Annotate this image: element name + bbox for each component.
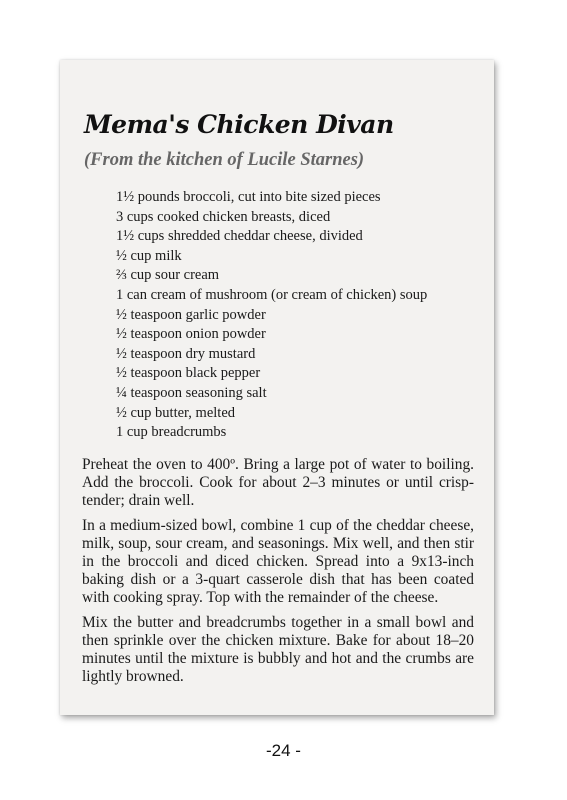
direction-step: Preheat the oven to 400º. Bring a large pot of water to boiling. Add the broccoli. Cook for about 2–3 minutes or until crisp-tender; drain well. xyxy=(82,456,474,509)
ingredient-item: ½ teaspoon garlic powder xyxy=(116,306,266,323)
ingredient-list xyxy=(116,188,427,443)
directions xyxy=(82,456,474,693)
direction-step: Mix the butter and breadcrumbs together in a small bowl and then sprinkle over the chicken mixture. Bake for about 18–20 minutes until the mixture is bubbly and hot and the crumbs are lightly browned. xyxy=(82,614,474,685)
ingredient-item: 1 cup breadcrumbs xyxy=(116,424,227,441)
recipe-subtitle: (From the kitchen of Lucile Starnes) xyxy=(84,150,365,170)
recipe-card xyxy=(60,60,494,715)
ingredient-item: ½ cup butter, melted xyxy=(116,404,236,421)
page-number: -24 - xyxy=(266,741,301,760)
recipe-title: Mema's Chicken Divan xyxy=(84,110,394,139)
ingredient-item: ½ teaspoon black pepper xyxy=(116,365,261,382)
direction-step: In a medium-sized bowl, combine 1 cup of the cheddar cheese, milk, soup, sour cream, and seasonings. Mix well, and then stir in the broccoli and diced chicken. Spread into a 9x13-inch baking dish or a 3-quart casserole dish that has been coated with cooking spray. Top with the remainder of the cheese. xyxy=(82,517,474,606)
ingredient-item: ½ cup milk xyxy=(116,247,182,264)
ingredient-item: ¼ teaspoon seasoning salt xyxy=(116,384,267,401)
ingredient-item: 1 can cream of mushroom (or cream of chicken) soup xyxy=(116,286,428,303)
ingredient-item: ⅔ cup sour cream xyxy=(116,267,220,284)
ingredient-item: 1½ pounds broccoli, cut into bite sized pieces xyxy=(116,189,381,205)
ingredient-item: ½ teaspoon dry mustard xyxy=(116,345,256,362)
ingredient-item: ½ teaspoon onion powder xyxy=(116,326,266,343)
ingredient-item: 3 cups cooked chicken breasts, diced xyxy=(116,208,331,225)
ingredient-item: 1½ cups shredded cheddar cheese, divided xyxy=(116,228,363,245)
